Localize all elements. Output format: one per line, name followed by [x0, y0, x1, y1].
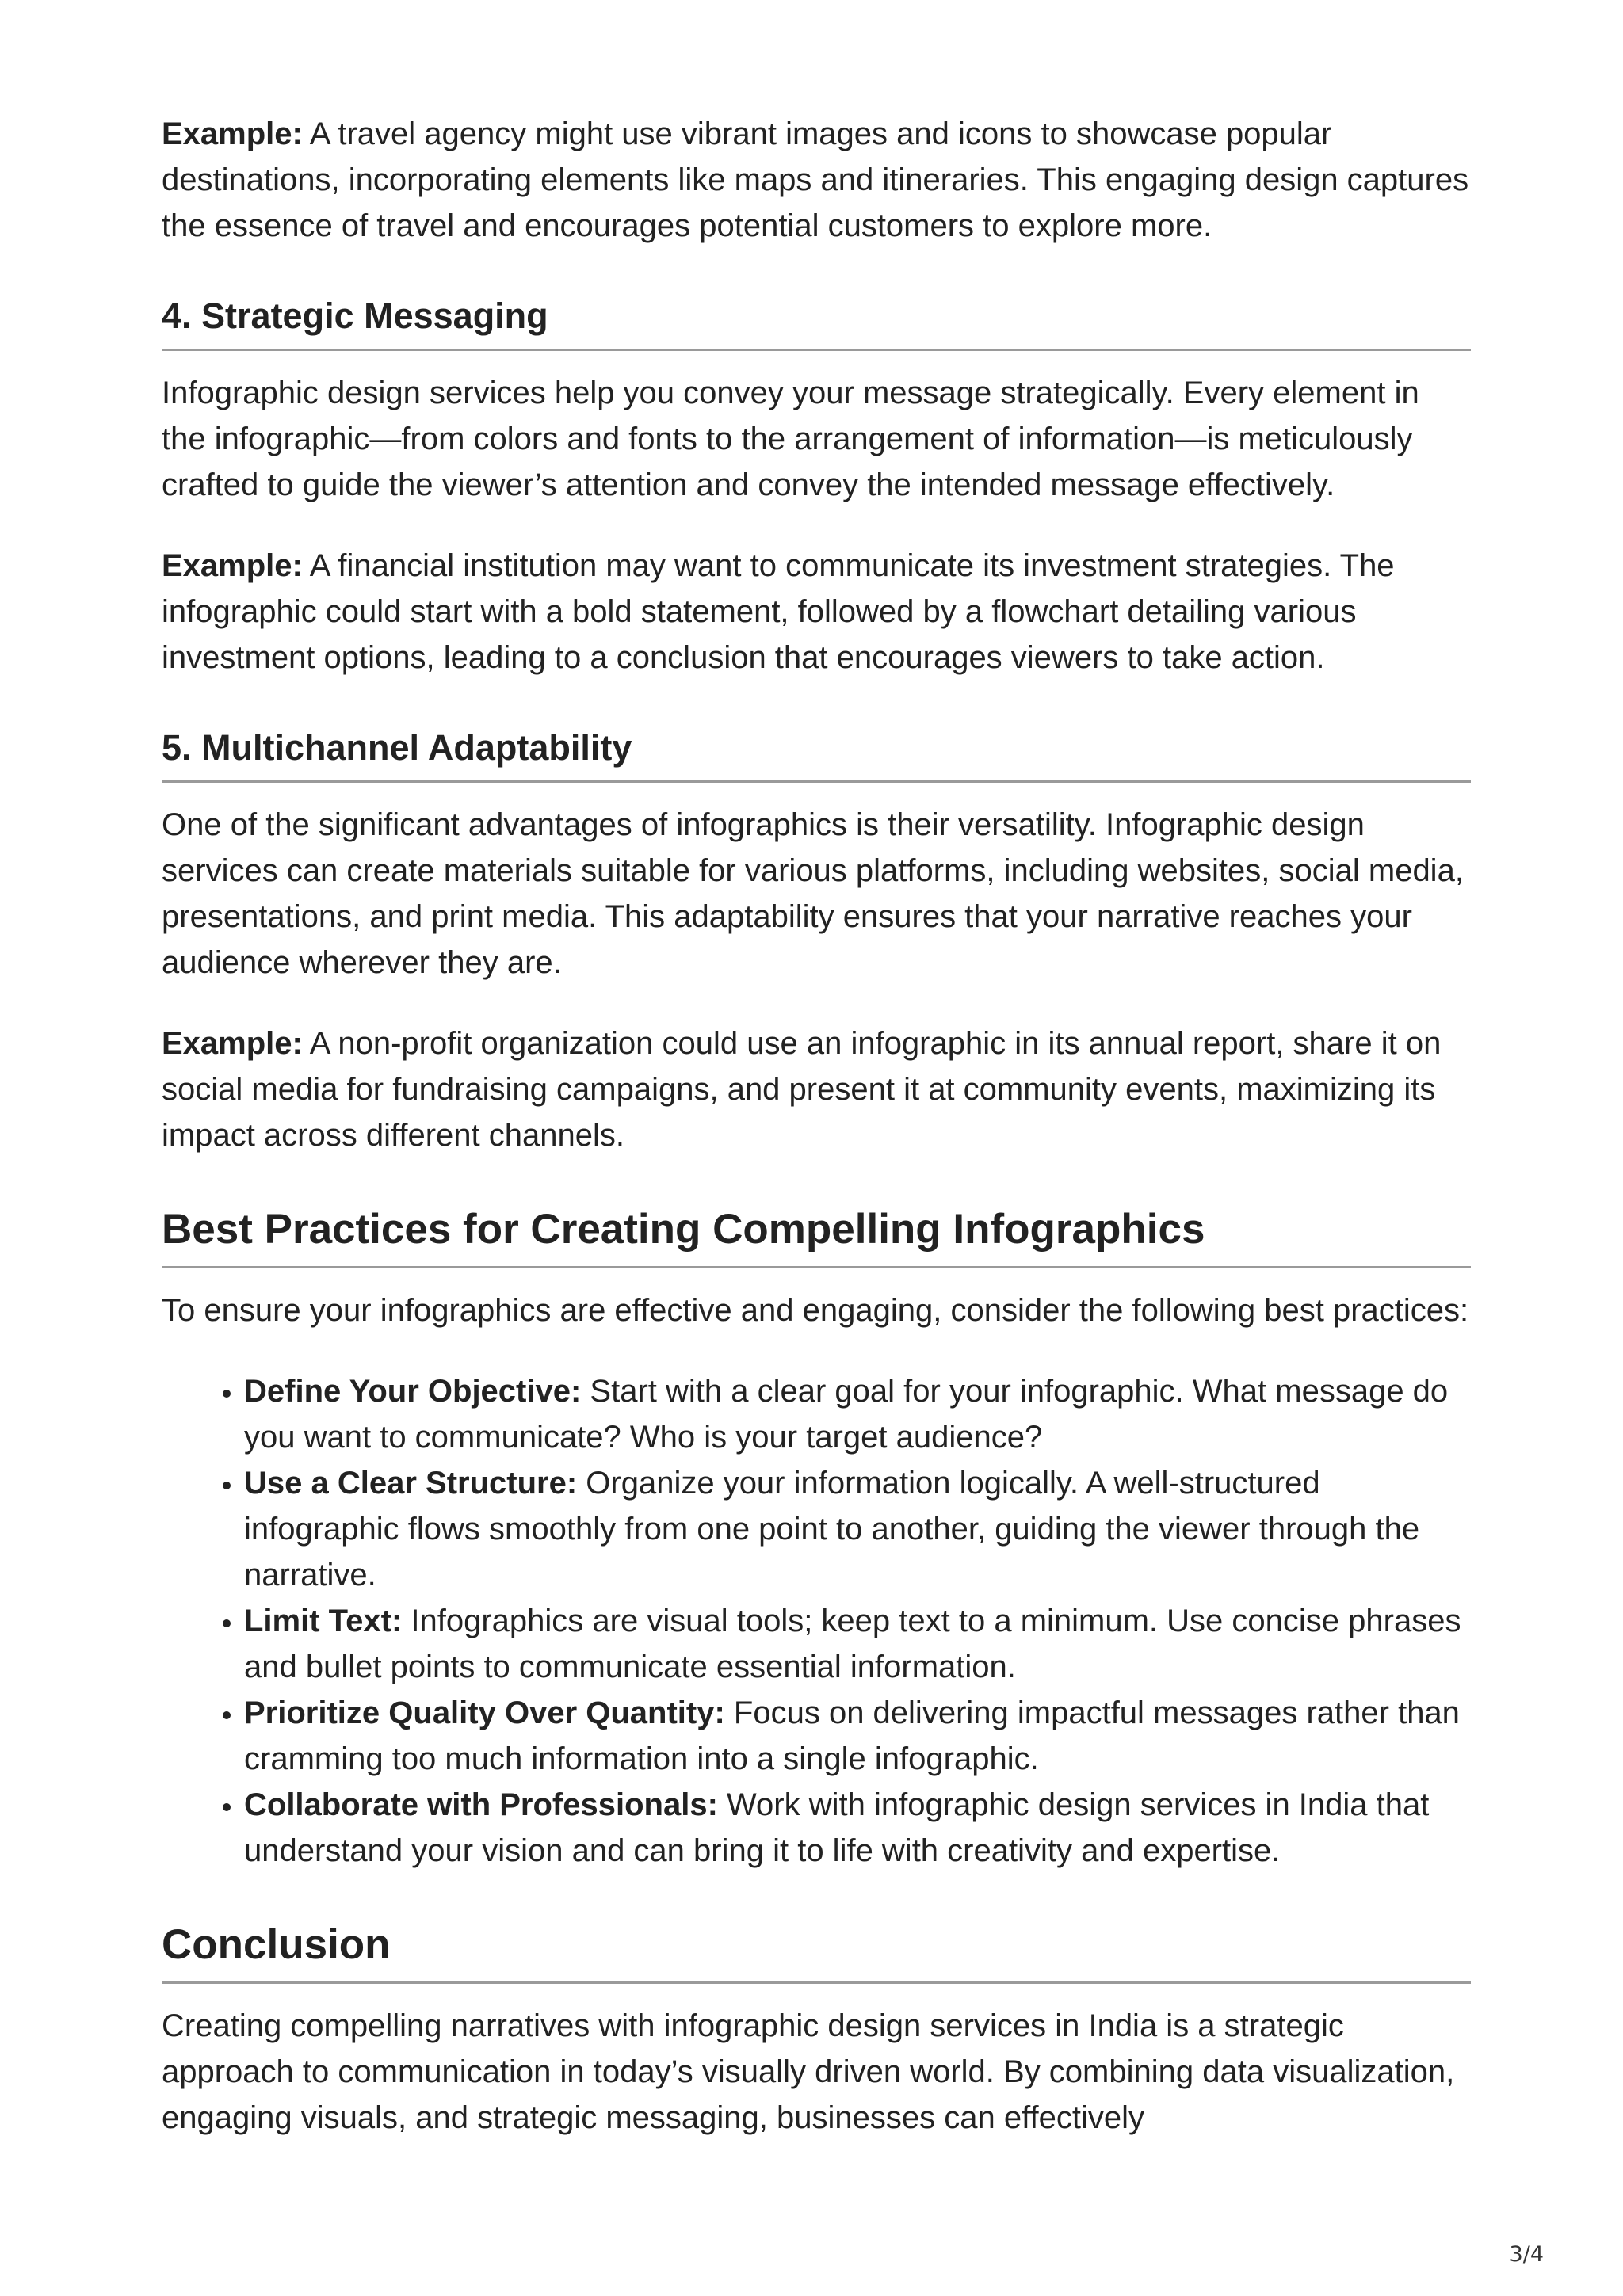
list-item-label: Limit Text:: [244, 1604, 403, 1638]
example-paragraph: [162, 543, 1471, 681]
section-heading-best-practices: Best Practices for Creating Compelling Infographics: [162, 1204, 1471, 1268]
list-item-label: Prioritize Quality Over Quantity:: [244, 1695, 725, 1730]
list-item-label: Define Your Objective:: [244, 1374, 582, 1409]
intro-example-paragraph: [162, 111, 1471, 249]
list-item: [244, 1368, 1471, 1460]
list-item-label: Collaborate with Professionals:: [244, 1787, 718, 1822]
list-item: [244, 1598, 1471, 1690]
list-item-text: Work with infographic design services in India that understand your vision and can bring it to life with creativity and expertise.: [244, 1787, 1430, 1868]
list-item: [244, 1690, 1471, 1782]
example-label: Example:: [162, 548, 303, 583]
list-item-text: Focus on delivering impactful messages rather than cramming too much information into a single infographic.: [244, 1695, 1460, 1776]
section-heading-multichannel-adaptability: 5. Multichannel Adaptability: [162, 727, 1471, 783]
section-paragraph: One of the significant advantages of infographics is their versatility. Infographic design services can create materials suitable for various platforms, including websites, social media, presentations, and print media. This adaptability ensures that your narrative reaches your audience wherever they are.: [162, 807, 1464, 980]
section-paragraph: Infographic design services help you convey your message strategically. Every element in the infographic—from colors and fonts to the arrangement of information—is meticulously crafted to guide the viewer’s attention and convey the intended message effectively.: [162, 376, 1419, 502]
conclusion-paragraph: Creating compelling narratives with infographic design services in India is a strategic approach to communication in today’s visually driven world. By combining data visualization, engaging visuals, and strategic messaging, businesses can effectively: [162, 2008, 1455, 2135]
best-practices-list: [162, 1368, 1471, 1874]
page-number: 3/4: [1509, 2242, 1544, 2267]
list-item-label: Use a Clear Structure:: [244, 1466, 578, 1501]
list-item-text: Infographics are visual tools; keep text to a minimum. Use concise phrases and bullet points to communicate essential information.: [244, 1604, 1461, 1684]
example-label: Example:: [162, 116, 303, 151]
list-item: [244, 1460, 1471, 1598]
section-heading-strategic-messaging: 4. Strategic Messaging: [162, 295, 1471, 351]
example-text: A non-profit organization could use an infographic in its annual report, share it on social media for fundraising campaigns, and present it at community events, maximizing its impact across different channels.: [162, 1026, 1442, 1153]
best-practices-intro: To ensure your infographics are effective and engaging, consider the following best practices:: [162, 1293, 1469, 1328]
section-heading-conclusion: Conclusion: [162, 1920, 1471, 1984]
example-text: A travel agency might use vibrant images and icons to showcase popular destinations, incorporating elements like maps and itineraries. This engaging design captures the essence of travel and encourages potential customers to explore more.: [162, 116, 1469, 243]
example-paragraph: [162, 1020, 1471, 1158]
document-body: [162, 111, 1471, 2141]
example-label: Example:: [162, 1026, 303, 1061]
list-item: [244, 1782, 1471, 1874]
list-item-text: Start with a clear goal for your infographic. What message do you want to communicate? Who is your target audience?: [244, 1374, 1449, 1455]
list-item-text: Organize your information logically. A well-structured infographic flows smoothly from one point to another, guiding the viewer through the narrative.: [244, 1466, 1420, 1592]
example-text: A financial institution may want to communicate its investment strategies. The infographic could start with a bold statement, followed by a flowchart detailing various investment options, leading to a conclusion that encourages viewers to take action.: [162, 548, 1395, 675]
